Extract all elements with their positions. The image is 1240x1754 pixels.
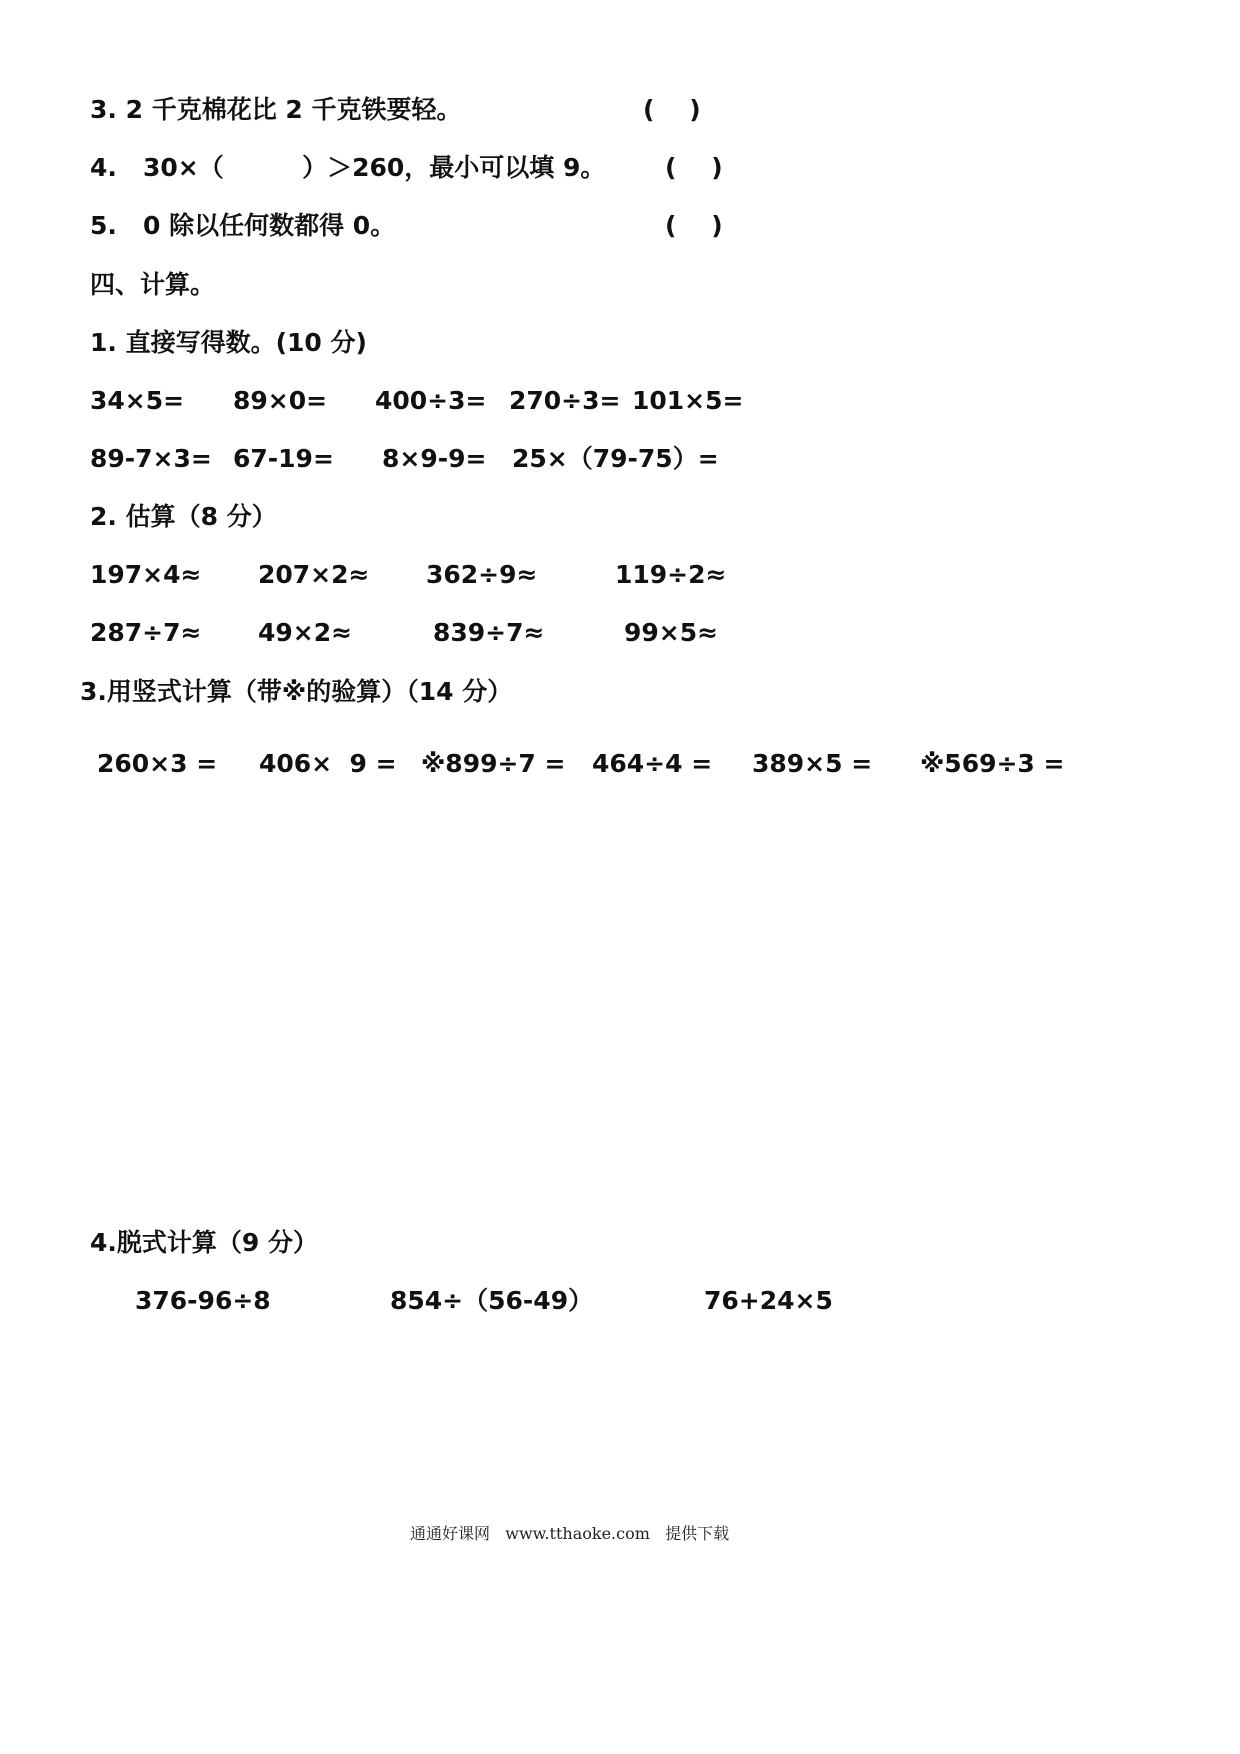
estimate-title: 2. 估算（8 分） [90, 502, 277, 531]
vertical-problem: 464÷4 = [592, 749, 713, 778]
judgement-item-5: 5. 0 除以任何数都得 0。 [90, 211, 396, 240]
judgement-item-3: 3. 2 千克棉花比 2 千克铁要轻。 [90, 95, 462, 124]
oral-problem: 25×（79-75）= [512, 444, 719, 473]
estimate-problem: 99×5≈ [624, 618, 719, 647]
section-title: 四、计算。 [90, 270, 216, 299]
vertical-problem: 406× 9 = [259, 749, 397, 778]
estimate-problem: 839÷7≈ [433, 618, 545, 647]
oral-problem: 101×5= [632, 386, 744, 415]
oral-problem: 400÷3= [375, 386, 487, 415]
oral-problem: 67-19= [233, 444, 334, 473]
oral-problem: 34×5= [90, 386, 185, 415]
stepwise-problem: 76+24×5 [704, 1286, 833, 1315]
stepwise-title: 4.脱式计算（9 分） [90, 1228, 318, 1257]
estimate-problem: 197×4≈ [90, 560, 202, 589]
estimate-problem: 287÷7≈ [90, 618, 202, 647]
oral-problem: 89×0= [233, 386, 328, 415]
answer-paren-5: ( ) [665, 211, 723, 240]
oral-problem: 8×9-9= [382, 444, 487, 473]
vertical-problem: 389×5 = [752, 749, 873, 778]
oral-problem: 89-7×3= [90, 444, 212, 473]
vertical-problem: ※569÷3 = [920, 749, 1065, 778]
vertical-title: 3.用竖式计算（带※的验算）（14 分） [80, 677, 513, 706]
oral-title: 1. 直接写得数。(10 分) [90, 328, 367, 357]
stepwise-problem: 854÷（56-49） [390, 1286, 594, 1315]
estimate-problem: 362÷9≈ [426, 560, 538, 589]
judgement-item-4: 4. 30×（ ）＞260，最小可以填 9。 [90, 153, 606, 182]
stepwise-problem: 376-96÷8 [135, 1286, 271, 1315]
answer-paren-3: ( ) [643, 95, 701, 124]
vertical-problem: 260×3 = [97, 749, 218, 778]
answer-paren-4: ( ) [665, 153, 723, 182]
estimate-problem: 49×2≈ [258, 618, 353, 647]
estimate-problem: 207×2≈ [258, 560, 370, 589]
footer-credit: 通通好课网 www.tthaoke.com 提供下载 [410, 1524, 730, 1543]
oral-problem: 270÷3= [509, 386, 621, 415]
vertical-problem: ※899÷7 = [421, 749, 566, 778]
estimate-problem: 119÷2≈ [615, 560, 727, 589]
